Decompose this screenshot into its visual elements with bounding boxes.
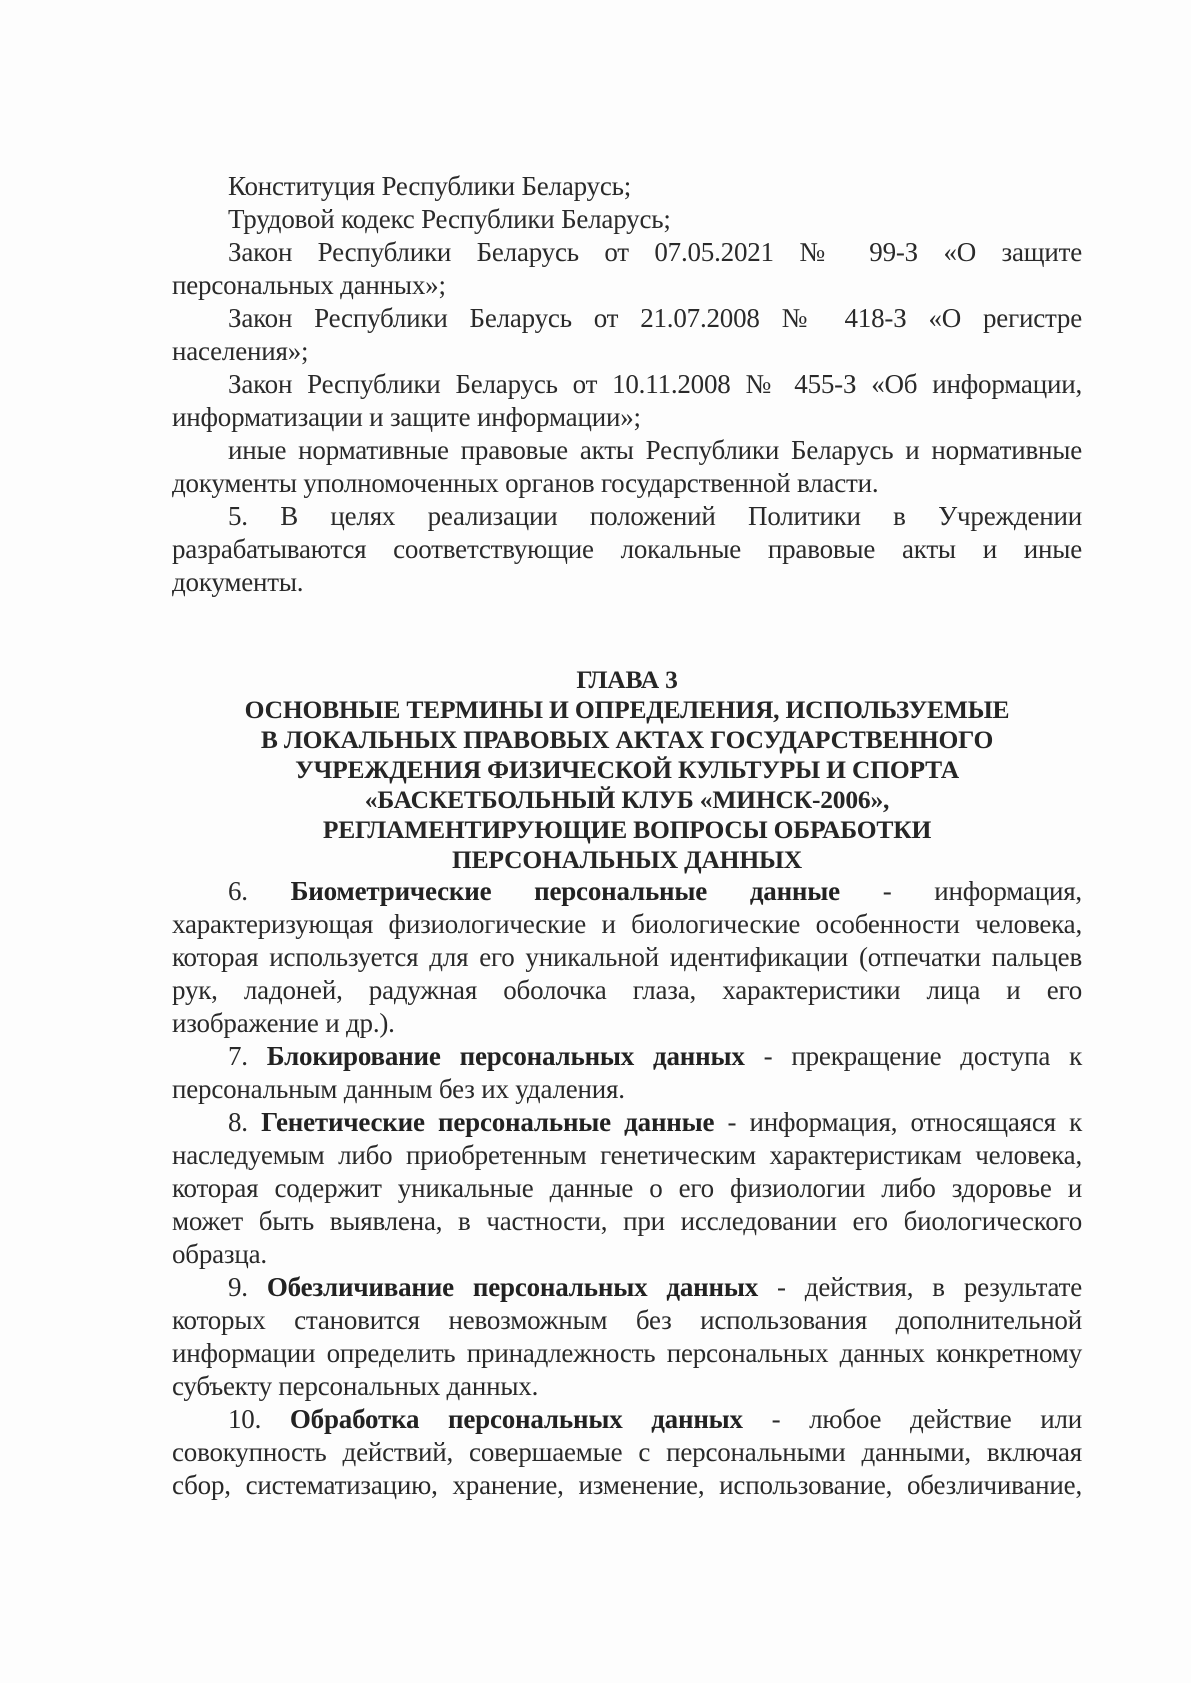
definition-first-line [172, 1403, 1082, 1436]
text-line: информации определить принадлежность персональных данных конкретному [172, 1338, 1082, 1368]
text-line: разрабатываются соответствующие локальные правовые акты и иные [172, 534, 1082, 564]
definition-number: 6. [228, 876, 291, 906]
text-line: Закон Республики Беларусь от 07.05.2021 № 99-З «О защите [228, 237, 1082, 267]
legal-basis-list [172, 170, 1082, 599]
text-line: субъекту персональных данных. [172, 1371, 539, 1401]
definition-text: - информация, [839, 876, 1082, 906]
definition-text: - действия, в результате [758, 1272, 1082, 1302]
definition-item [172, 1040, 1082, 1106]
text-line: 5. В целях реализации положений Политики в Учреждении [228, 501, 1082, 531]
definition-term: Блокирование персональных данных [266, 1041, 745, 1071]
definition-number: 9. [228, 1272, 267, 1302]
text-line: Закон Республики Беларусь от 10.11.2008 № 455-З «Об информации, [228, 369, 1082, 399]
text-line: образца. [172, 1239, 267, 1269]
text-line: наследуемым либо приобретенным генетическим характеристикам человека, [172, 1140, 1082, 1170]
chapter-title [172, 695, 1082, 875]
definition-item [172, 1403, 1082, 1502]
text-line: характеризующая физиологические и биологические особенности человека, [172, 909, 1082, 939]
text-line: изображение и др.). [172, 1008, 395, 1038]
text-line: Закон Республики Беларусь от 21.07.2008 № 418-З «О регистре [228, 303, 1082, 333]
definition-term: Обработка персональных данных [289, 1404, 743, 1434]
definition-number: 7. [228, 1041, 267, 1071]
text-line: Трудовой кодекс Республики Беларусь; [228, 204, 671, 234]
section-spacer [172, 599, 1082, 665]
text-line: может быть выявлена, в частности, при исследовании его биологического [172, 1206, 1082, 1236]
text-line: иные нормативные правовые акты Республики Беларусь и нормативные [228, 435, 1082, 465]
definition-term: Обезличивание персональных данных [266, 1272, 759, 1302]
chapter-title-line: РЕГЛАМЕНТИРУЮЩИЕ ВОПРОСЫ ОБРАБОТКИ [322, 815, 932, 844]
chapter-title-line: УЧРЕЖДЕНИЯ ФИЗИЧЕСКОЙ КУЛЬТУРЫ И СПОРТА [295, 755, 959, 784]
text-line: рук, ладоней, радужная оболочка глаза, характеристики лица и его [172, 975, 1082, 1005]
chapter-title-line: ПЕРСОНАЛЬНЫХ ДАННЫХ [451, 845, 803, 874]
definition-item [172, 875, 1082, 1040]
definition-first-line [172, 875, 1082, 908]
definition-term: Биометрические персональные данные [290, 876, 840, 906]
text-line: которая содержит уникальные данные о его физиологии либо здоровье и [172, 1173, 1082, 1203]
definition-first-line [172, 1106, 1082, 1139]
definition-first-line [172, 1271, 1082, 1304]
text-line: персональным данным без их удаления. [172, 1074, 625, 1104]
text-line: сбор, систематизацию, хранение, изменение, использование, обезличивание, [172, 1470, 1082, 1500]
definition-number: 10. [228, 1404, 290, 1434]
text-line: которая используется для его уникальной идентификации (отпечатки пальцев [172, 942, 1082, 972]
text-line: Конституция Республики Беларусь; [228, 171, 632, 201]
text-line: совокупность действий, совершаемые с персональными данными, включая [172, 1437, 1082, 1467]
definition-text: - прекращение доступа к [744, 1041, 1083, 1071]
chapter-title-line: «БАСКЕТБОЛЬНЫЙ КЛУБ «МИНСК-2006», [364, 785, 890, 814]
definition-text: - информация, относящаяся к [714, 1107, 1083, 1137]
definition-first-line [172, 1040, 1082, 1073]
text-line: которых становится невозможным без использования дополнительной [172, 1305, 1082, 1335]
chapter-heading [172, 665, 1082, 875]
definition-term: Генетические персональные данные [261, 1107, 715, 1137]
definition-number: 8. [228, 1107, 262, 1137]
text-line: информатизации и защите информации»; [172, 402, 641, 432]
definition-item [172, 1271, 1082, 1403]
definition-text: - любое действие или [742, 1404, 1083, 1434]
chapter-title-line: В ЛОКАЛЬНЫХ ПРАВОВЫХ АКТАХ ГОСУДАРСТВЕННОГО [260, 725, 994, 754]
definition-item [172, 1106, 1082, 1271]
text-line: персональных данных»; [172, 270, 446, 300]
chapter-number: ГЛАВА 3 [576, 665, 678, 694]
document-page [172, 170, 1082, 1502]
text-line: документы. [172, 567, 304, 597]
text-line: документы уполномоченных органов государственной власти. [172, 468, 879, 498]
chapter-title-line: ОСНОВНЫЕ ТЕРМИНЫ И ОПРЕДЕЛЕНИЯ, ИСПОЛЬЗУЕМЫЕ [244, 695, 1010, 724]
definitions-list [172, 875, 1082, 1502]
text-line: населения»; [172, 336, 309, 366]
